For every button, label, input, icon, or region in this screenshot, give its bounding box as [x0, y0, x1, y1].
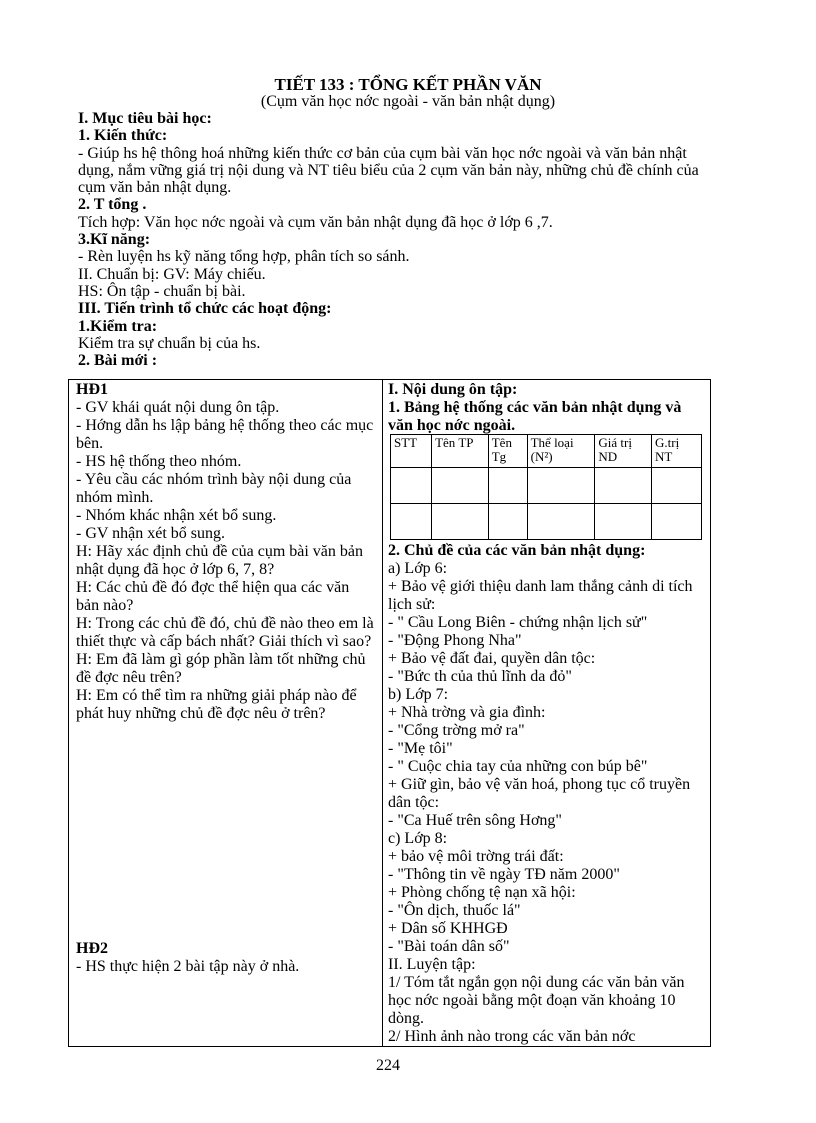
intro-line: II. Chuẩn bị: GV: Máy chiếu. [78, 265, 266, 283]
activity-line: - HS thực hiện 2 bài tập này ở nhà. [76, 958, 300, 975]
content-line: 1. Bảng hệ thống các văn bản nhật dụng và văn học nớc ngoài. [388, 399, 682, 434]
mini-table-header: Thể loại (N²) [527, 435, 595, 468]
mini-table-header-row [391, 435, 702, 468]
mini-table-cell [652, 468, 702, 504]
content-line: - "Ca Huế trên sông Hơng" [388, 812, 562, 829]
activity-line: H: Các chủ đề đó đợc thể hiện qua các văn bản nào? [76, 579, 350, 614]
activity-line: HĐ1 [76, 381, 108, 398]
activity-line: H: Em có thể tìm ra những giải pháp nào để phát huy những chủ đề đợc nêu ở trên? [76, 687, 357, 722]
content-line: I. Nội dung ôn tập: [388, 381, 518, 398]
intro-line: - Giúp hs hệ thông hoá những kiến thức cơ bản của cụm bài văn học nớc ngoài và văn bản nhật dụng, nắm vững giá trị nội dung và NT tiêu biểu của 2 cụm văn bản này, những chủ đề chính của cụm văn bản nhật dụng. [78, 144, 699, 197]
mini-table-header: STT [391, 435, 432, 468]
content-line: + Bảo vệ giới thiệu danh lam thắng cảnh di tích lịch sử: [388, 578, 693, 613]
activity-line: - Yêu cầu các nhóm trình bày nội dung của nhóm mình. [76, 471, 352, 506]
mini-table-cell [488, 504, 527, 540]
content-line: - "Cổng trờng mở ra" [388, 722, 525, 739]
content-line: - "Động Phong Nha" [388, 632, 522, 649]
content-line: - "Ôn dịch, thuốc lá" [388, 902, 521, 919]
content-line: 2. Chủ đề của các văn bản nhật dụng: [388, 542, 646, 559]
content-line: - "Bài toán dân số" [388, 938, 510, 955]
summary-mini-table [390, 434, 702, 540]
activity-line: - Nhóm khác nhận xét bổ sung. [76, 507, 277, 524]
intro-line: I. Mục tiêu bài học: [78, 110, 212, 127]
content-line: II. Luyện tập: [388, 956, 476, 973]
mini-table-cell [432, 468, 489, 504]
content-line: + Phòng chống tệ nạn xã hội: [388, 884, 576, 901]
activity-line: - GV nhận xét bổ sung. [76, 525, 226, 542]
content-line: - " Cuộc chia tay của những con búp bê" [388, 758, 648, 775]
mini-table-cell [652, 504, 702, 540]
intro-line: 2. Bài mới : [78, 352, 158, 370]
mini-table-cell [595, 468, 652, 504]
intro-line: 2. T tổng . [78, 196, 147, 214]
mini-table-cell [527, 504, 595, 540]
mini-table-row [391, 504, 702, 540]
mini-table-cell [391, 468, 432, 504]
intro-line: Kiểm tra sự chuẩn bị của hs. [78, 334, 261, 352]
intro-line: 1.Kiểm tra: [78, 317, 158, 335]
mini-table-header: Tên TP [432, 435, 489, 468]
intro-line: Tích hợp: Văn học nớc ngoài và cụm văn bản nhật dụng đã học ở lớp 6 ,7. [78, 213, 553, 231]
intro-line: HS: Ôn tập - chuẩn bị bài. [78, 282, 246, 300]
content-line: + Bảo vệ đất đai, quyền dân tộc: [388, 650, 596, 667]
content-line: a) Lớp 6: [388, 560, 448, 577]
mini-table-header: G.trị NT [652, 435, 702, 468]
page-number: 224 [376, 1057, 400, 1074]
activity-line: H: Hãy xác định chủ đề của cụm bài văn bản nhật dụng đã học ở lớp 6, 7, 8? [76, 543, 364, 578]
content-line: b) Lớp 7: [388, 686, 449, 703]
activity-line: HĐ2 [76, 940, 108, 957]
content-column-lower [388, 542, 706, 1046]
teacher-activity-column [76, 381, 376, 723]
activity-line: - GV khái quát nội dung ôn tập. [76, 399, 280, 416]
content-line: 1/ Tóm tắt ngắn gọn nội dung các văn bản văn học nớc ngoài bằng một đoạn văn khoảng 10 dòng. [388, 974, 685, 1027]
mini-table-cell [595, 504, 652, 540]
activity-line: - HS hệ thống theo nhóm. [76, 453, 242, 470]
intro-line: - Rèn luyện hs kỹ năng tổng hợp, phân tích so sánh. [78, 248, 410, 266]
mini-table-header: Giá trị ND [595, 435, 652, 468]
intro-section [78, 110, 718, 369]
intro-line: 1. Kiến thức: [78, 127, 168, 145]
content-line: + bảo vệ môi trờng trái đất: [388, 848, 564, 865]
hd2-section [76, 940, 376, 976]
lesson-title: TIẾT 133 : TỔNG KẾT PHẦN VĂN [274, 75, 542, 94]
content-line: - "Thông tin về ngày TĐ năm 2000" [388, 866, 620, 883]
content-line: c) Lớp 8: [388, 830, 448, 847]
mini-table-cell [527, 468, 595, 504]
mini-table-header: Tên Tg [488, 435, 527, 468]
mini-table-cell [432, 504, 489, 540]
intro-line: 3.Kĩ năng: [78, 231, 151, 249]
content-line: - " Cầu Long Biên - chứng nhận lịch sử" [388, 614, 648, 631]
content-line: + Nhà trờng và gia đình: [388, 704, 546, 721]
table-divider [382, 379, 383, 1047]
mini-table-row [391, 468, 702, 504]
content-column [388, 381, 706, 435]
activity-line: - Hớng dẫn hs lập bảng hệ thống theo các mục bên. [76, 417, 374, 452]
content-line: 2/ Hình ảnh nào trong các văn bản nớc [388, 1028, 636, 1045]
lesson-subtitle: (Cụm văn học nớc ngoài - văn bản nhật dụng) [260, 93, 556, 110]
activity-line: H: Em đã làm gì góp phần làm tốt những chủ đề đợc nêu trên? [76, 651, 366, 686]
content-line: - "Mẹ tôi" [388, 740, 453, 757]
content-line: + Giữ gìn, bảo vệ văn hoá, phong tục cổ truyền dân tộc: [388, 776, 691, 811]
activity-line: H: Trong các chủ đề đó, chủ đề nào theo em là thiết thực và cấp bách nhất? Giải thích vì sao? [76, 615, 374, 650]
intro-line: III. Tiến trình tổ chức các hoạt động: [78, 300, 332, 318]
content-line: - "Bức th của thủ lĩnh da đỏ" [388, 668, 572, 685]
content-line: + Dân số KHHGĐ [388, 920, 508, 937]
mini-table-cell [488, 468, 527, 504]
mini-table-cell [391, 504, 432, 540]
